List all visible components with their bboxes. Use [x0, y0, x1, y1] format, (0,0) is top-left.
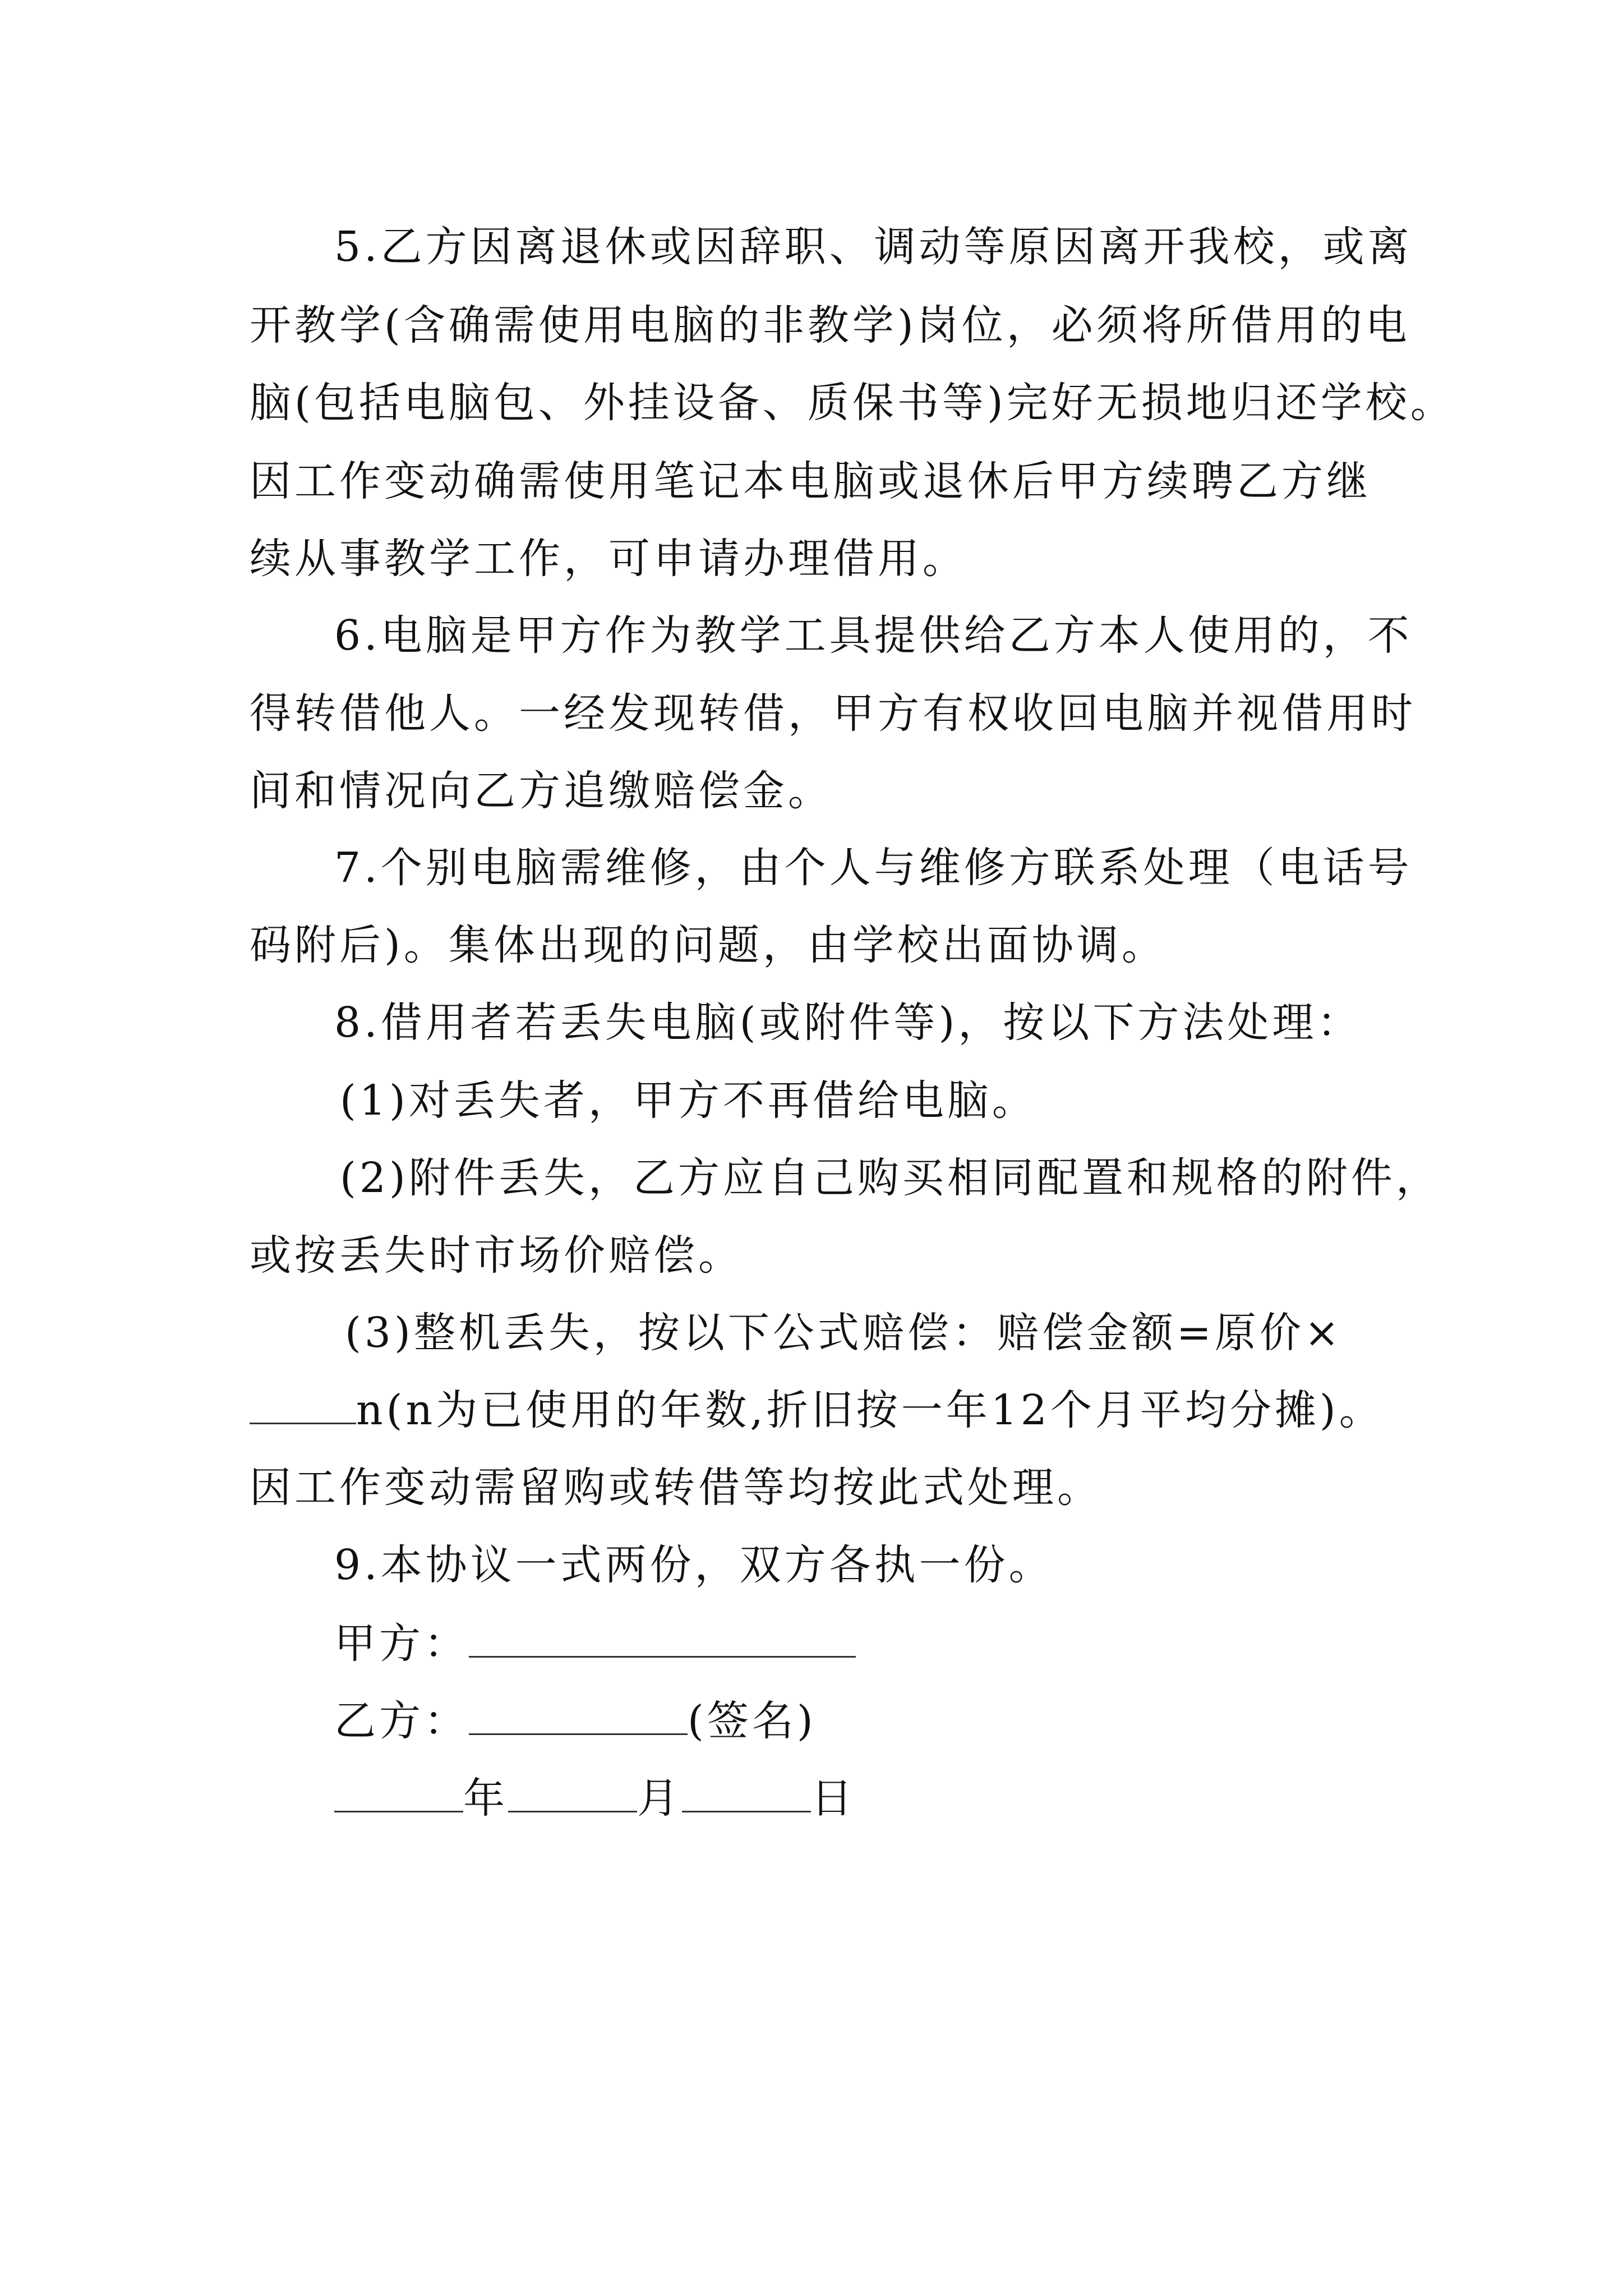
party-b-blank — [469, 1694, 688, 1735]
formula-text: n(n为已使用的年数,折旧按一年12个月平均分摊)。 — [356, 1386, 1384, 1434]
paragraph-8-item-2-line-1: (2)附件丢失，乙方应自己购买相同配置和规格的附件， — [340, 1154, 1441, 1202]
paragraph-6-line-1: 6.电脑是甲方作为教学工具提供给乙方本人使用的，不 — [334, 611, 1413, 660]
sign-note: (签名) — [688, 1697, 817, 1745]
paragraph-5-line-2: 开教学(含确需使用电脑的非教学)岗位，必须将所借用的电 — [250, 301, 1410, 349]
paragraph-7-line-2: 码附后)。集体出现的问题，由学校出面协调。 — [250, 921, 1166, 969]
year-label: 年 — [463, 1774, 508, 1823]
paragraph-8-item-3-line-1: (3)整机丢失，按以下公式赔偿：赔偿金额=原价× — [345, 1309, 1343, 1357]
paragraph-8-line-1: 8.借用者若丢失电脑(或附件等)，按以下方法处理： — [334, 999, 1362, 1047]
day-label: 日 — [811, 1774, 856, 1823]
paragraph-7-line-1: 7.个别电脑需维修，由个人与维修方联系处理（电话号 — [334, 844, 1413, 892]
paragraph-5-line-4: 因工作变动确需使用笔记本电脑或退休后甲方续聘乙方继 — [250, 457, 1371, 505]
date-line — [334, 1770, 856, 1826]
party-b-label: 乙方： — [334, 1697, 469, 1745]
paragraph-6-line-3: 间和情况向乙方追缴赔偿金。 — [250, 767, 833, 815]
paragraph-8-item-2-line-2: 或按丢失时市场价赔偿。 — [250, 1231, 743, 1280]
paragraph-9-line-1: 9.本协议一式两份，双方各执一份。 — [334, 1541, 1054, 1589]
month-blank — [508, 1772, 637, 1812]
paragraph-5-line-3: 脑(包括电脑包、外挂设备、质保书等)完好无损地归还学校。 — [250, 379, 1455, 427]
day-blank — [682, 1772, 811, 1812]
blank-underline — [250, 1383, 356, 1424]
paragraph-8-item-1: (1)对丢失者，甲方不再借给电脑。 — [340, 1076, 1037, 1125]
paragraph-5-line-5: 续从事教学工作，可申请办理借用。 — [250, 535, 967, 583]
party-b-signature-line — [334, 1693, 817, 1749]
paragraph-8-item-3-line-2 — [250, 1382, 1384, 1438]
paragraph-8-item-3-line-3: 因工作变动需留购或转借等均按此式处理。 — [250, 1464, 1102, 1512]
party-a-blank — [469, 1617, 856, 1658]
paragraph-5-line-1: 5.乙方因离退休或因辞职、调动等原因离开我校，或离 — [334, 223, 1413, 271]
paragraph-6-line-2: 得转借他人。一经发现转借，甲方有权收回电脑并视借用时 — [250, 689, 1416, 738]
party-a-signature-line — [334, 1616, 856, 1672]
year-blank — [334, 1772, 463, 1812]
party-a-label: 甲方： — [334, 1619, 469, 1668]
month-label: 月 — [637, 1774, 682, 1823]
